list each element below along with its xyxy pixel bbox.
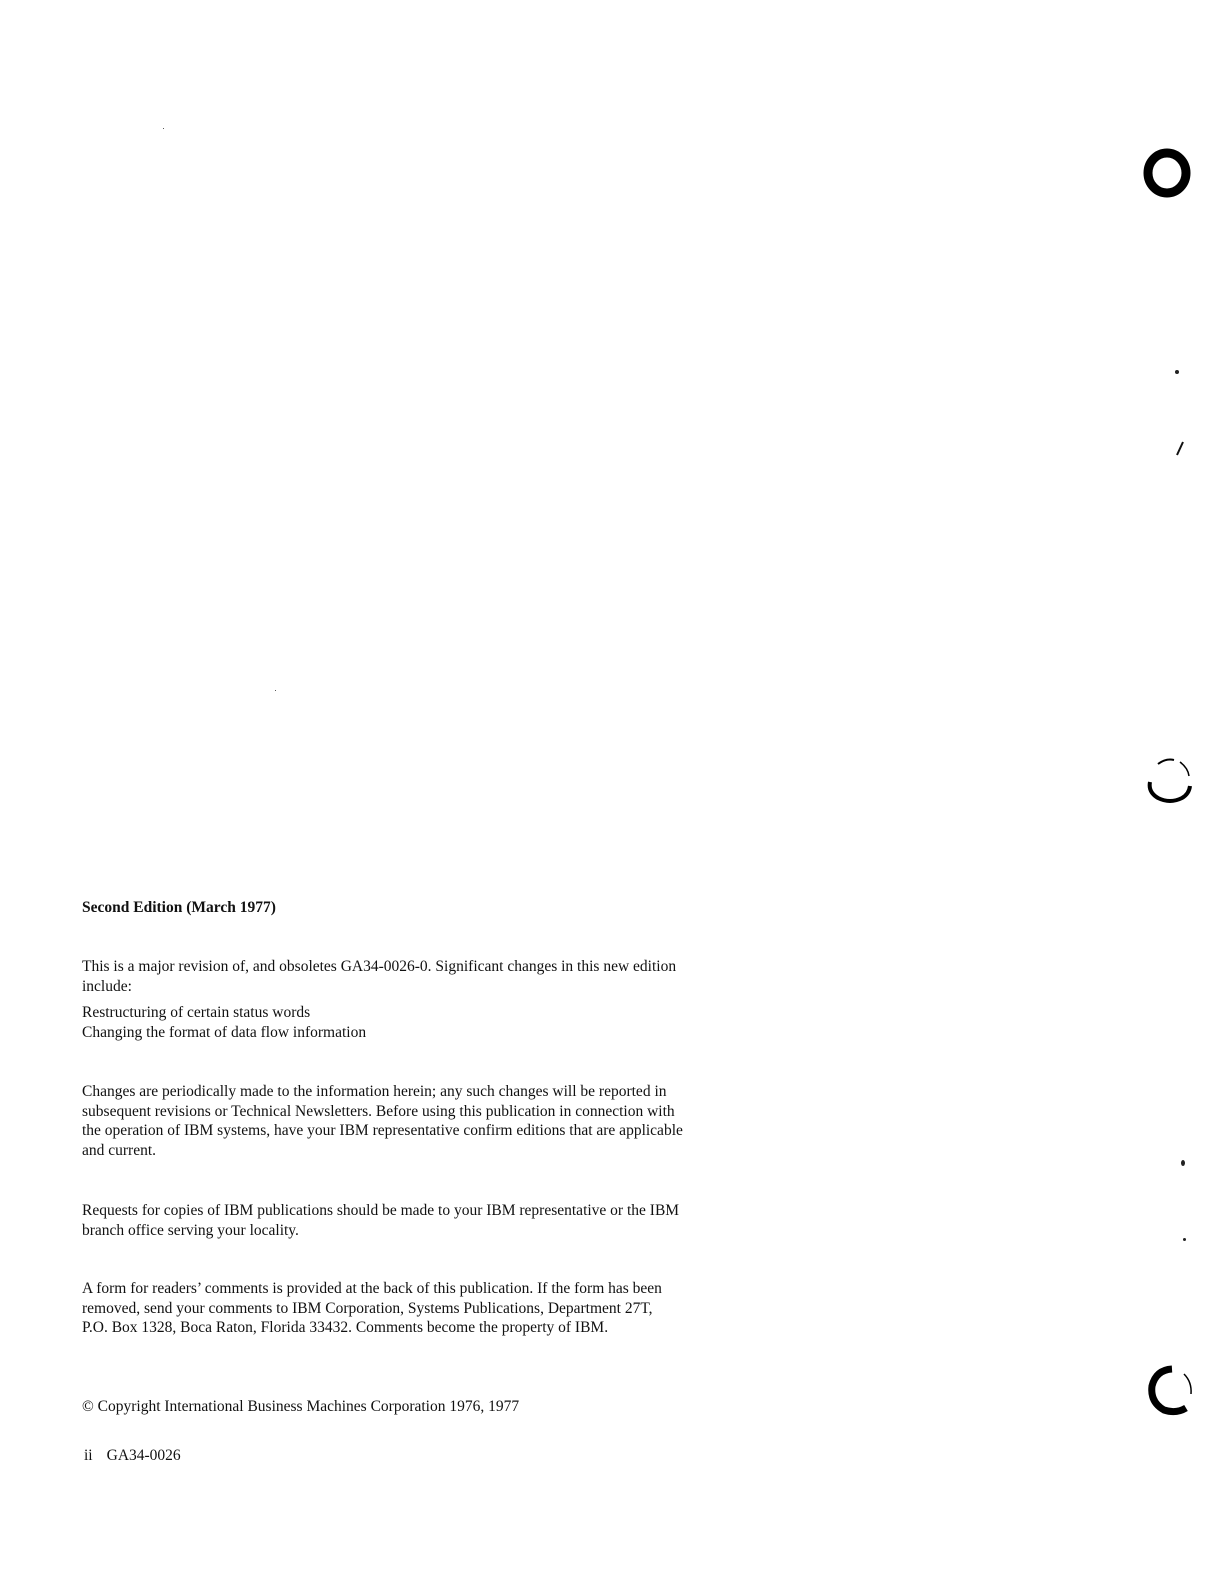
document-id: GA34-0026 [106,1447,181,1464]
disclaimer-line: and current. [82,1141,157,1159]
revision-note-line: This is a major revision of, and obsoletes GA34-0026-0. Significant changes in this new edition [82,958,677,975]
comments-paragraph [82,1279,782,1338]
scan-speck [1181,1160,1185,1166]
page-number: ii [84,1447,93,1464]
revision-note [82,957,782,996]
changes-list-item: Changing the format of data flow information [82,1023,367,1041]
disclaimer-line: subsequent revisions or Technical Newsletters. Before using this publication in connection with [82,1102,675,1120]
scan-speck [163,128,164,129]
changes-list [82,1003,782,1042]
punch-hole-bottom [1144,1364,1196,1416]
punch-hole-middle [1144,756,1196,806]
comments-line: removed, send your comments to IBM Corporation, Systems Publications, Department 27T, [82,1299,653,1317]
scan-mark [1175,441,1185,457]
revision-note-line: include: [82,977,132,995]
scan-speck [1183,1238,1186,1241]
requests-line: branch office serving your locality. [82,1221,299,1239]
edition-heading: Second Edition (March 1977) [82,899,276,916]
comments-line: A form for readers’ comments is provided at the back of this publication. If the form has been [82,1280,662,1297]
punch-hole-top [1142,148,1192,198]
page-footer [84,1446,784,1466]
changes-list-item: Restructuring of certain status words [82,1004,311,1021]
comments-line: P.O. Box 1328, Boca Raton, Florida 33432. Comments become the property of IBM. [82,1319,609,1336]
scan-speck [1175,370,1179,374]
scan-speck [275,690,276,691]
requests-line: Requests for copies of IBM publications should be made to your IBM representative or the IBM [82,1202,680,1219]
disclaimer-line: Changes are periodically made to the information herein; any such changes will be reported in [82,1083,667,1100]
copyright-notice: © Copyright International Business Machines Corporation 1976, 1977 [82,1398,520,1415]
requests-paragraph [82,1201,782,1240]
disclaimer-line: the operation of IBM systems, have your IBM representative confirm editions that are applicable [82,1122,683,1139]
disclaimer-paragraph [82,1082,782,1160]
